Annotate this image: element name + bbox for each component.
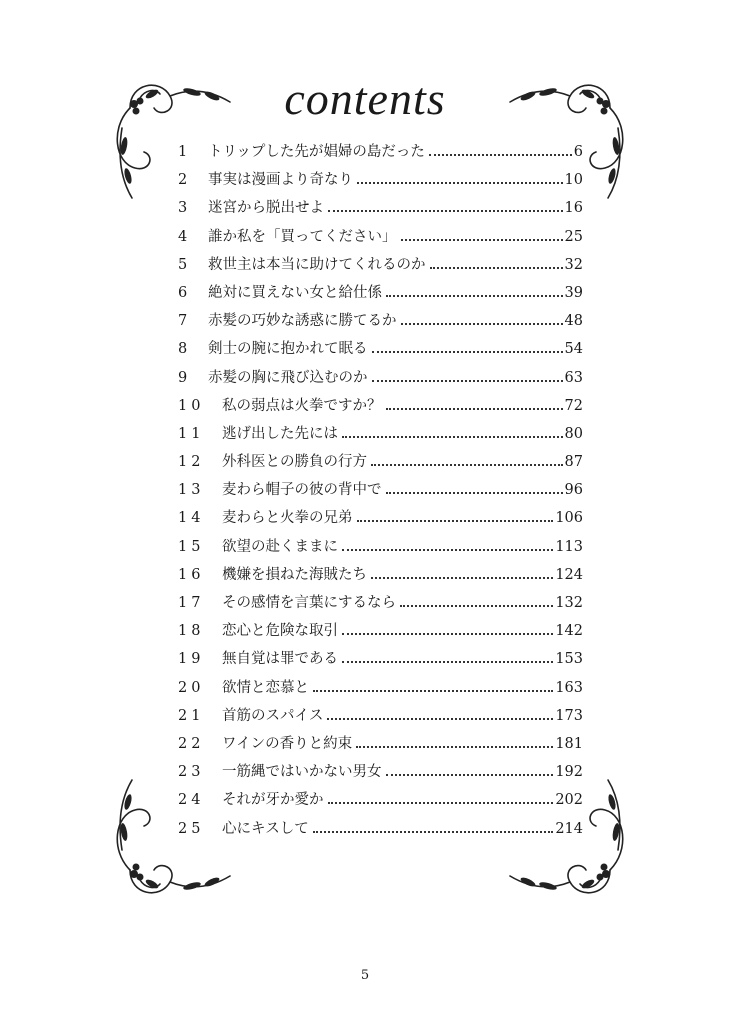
toc-entry[interactable] [178, 251, 583, 279]
chapter-title: 救世主は本当に助けてくれるのか [208, 256, 426, 273]
chapter-number: 4 [178, 228, 188, 245]
chapter-page: 202 [555, 792, 583, 809]
chapter-title: 事実は漫画より奇なり [208, 172, 353, 189]
chapter-title: 一筋縄ではいかない男女 [222, 764, 382, 781]
chapter-number: 2 [178, 172, 188, 189]
chapter-title: 迷宮から脱出せよ [208, 200, 324, 217]
chapter-title: 赤髪の胸に飛び込むのか [208, 369, 368, 386]
toc-entry[interactable] [178, 589, 583, 617]
dot-leader [372, 350, 563, 353]
toc-entry[interactable] [178, 758, 583, 786]
dot-leader [386, 491, 563, 494]
chapter-title: 首筋のスパイス [222, 707, 324, 724]
dot-leader [401, 322, 563, 325]
toc-entry[interactable] [178, 476, 583, 504]
chapter-page: 72 [564, 397, 583, 414]
dot-leader [401, 238, 563, 241]
toc-entry[interactable] [178, 194, 583, 222]
dot-leader [357, 181, 563, 184]
toc-entry[interactable] [178, 504, 583, 532]
dot-leader [386, 407, 563, 410]
toc-entry[interactable] [178, 786, 583, 814]
toc-entry[interactable] [178, 223, 583, 251]
chapter-number: 19 [178, 651, 205, 668]
chapter-page: 54 [564, 341, 583, 358]
chapter-title: 赤髪の巧妙な誘惑に勝てるか [208, 313, 397, 330]
dot-leader [386, 294, 563, 297]
chapter-title: 恋心と危険な取引 [222, 623, 338, 640]
chapter-page: 16 [564, 200, 583, 217]
toc-entry[interactable] [178, 448, 583, 476]
toc-entry[interactable] [178, 392, 583, 420]
chapter-number: 25 [178, 820, 205, 837]
toc-entry[interactable] [178, 533, 583, 561]
chapter-number: 7 [178, 313, 188, 330]
chapter-title: ワインの香りと約束 [222, 735, 353, 752]
toc-entry[interactable] [178, 420, 583, 448]
chapter-title: 剣士の腕に抱かれて眠る [208, 341, 368, 358]
chapter-page: 214 [555, 820, 583, 837]
chapter-number: 24 [178, 792, 205, 809]
toc-entry[interactable] [178, 674, 583, 702]
chapter-page: 142 [555, 623, 583, 640]
dot-leader [342, 632, 553, 635]
toc-entry[interactable] [178, 307, 583, 335]
chapter-number: 23 [178, 764, 205, 781]
chapter-number: 1 [178, 144, 188, 160]
dot-leader [327, 717, 553, 720]
chapter-page: 173 [555, 707, 583, 724]
chapter-page: 132 [555, 595, 583, 611]
dot-leader [372, 379, 563, 382]
chapter-page: 192 [555, 764, 583, 781]
chapter-number: 11 [178, 425, 205, 442]
toc-entry[interactable] [178, 730, 583, 758]
dot-leader [356, 745, 553, 748]
chapter-title: 逃げ出した先には [222, 425, 338, 442]
chapter-title: 誰か私を「買ってください」 [208, 228, 397, 245]
chapter-page: 163 [555, 679, 583, 696]
chapter-number: 17 [178, 595, 205, 611]
chapter-page: 124 [555, 566, 583, 583]
dot-leader [386, 773, 554, 776]
chapter-title: その感情を言葉にするなら [222, 595, 396, 611]
chapter-title: 外科医との勝負の行方 [222, 454, 367, 471]
dot-leader [313, 689, 553, 692]
chapter-page: 87 [564, 454, 583, 471]
dot-leader [342, 548, 553, 551]
chapter-page: 153 [555, 651, 583, 668]
chapter-number: 16 [178, 566, 205, 583]
dot-leader [371, 576, 553, 579]
chapter-number: 5 [178, 256, 188, 273]
chapter-number: 3 [178, 200, 188, 217]
chapter-number: 18 [178, 623, 205, 640]
page-number: 5 [360, 968, 370, 983]
page-title: contents [284, 73, 446, 124]
chapter-page: 48 [564, 313, 583, 330]
chapter-title: 欲情と恋慕と [222, 679, 309, 696]
chapter-number: 15 [178, 538, 205, 555]
dot-leader [357, 519, 554, 522]
dot-leader [342, 435, 563, 438]
chapter-number: 10 [178, 397, 205, 414]
chapter-page: 39 [564, 284, 583, 301]
toc-entry[interactable] [178, 561, 583, 589]
chapter-page: 25 [564, 228, 583, 245]
chapter-title: 無自覚は罪である [222, 651, 338, 668]
chapter-title: 欲望の赴くままに [222, 538, 338, 555]
chapter-number: 21 [178, 707, 205, 724]
toc-entry[interactable] [178, 645, 583, 673]
chapter-page: 32 [564, 256, 583, 273]
chapter-number: 6 [178, 284, 188, 301]
toc-entry[interactable] [178, 702, 583, 730]
chapter-page: 80 [564, 425, 583, 442]
chapter-title: トリップした先が娼婦の島だった [208, 144, 425, 160]
chapter-title: 絶対に買えない女と給仕係 [208, 284, 382, 301]
chapter-page: 106 [555, 510, 583, 527]
chapter-number: 13 [178, 482, 205, 499]
chapter-number: 22 [178, 735, 205, 752]
dot-leader [429, 153, 572, 156]
toc-entry[interactable] [178, 166, 583, 194]
chapter-page: 63 [564, 369, 583, 386]
table-of-contents [178, 138, 583, 843]
dot-leader [313, 830, 554, 833]
chapter-number: 20 [178, 679, 205, 696]
dot-leader [371, 463, 563, 466]
dot-leader [328, 801, 554, 804]
chapter-number: 12 [178, 454, 205, 471]
toc-entry[interactable] [178, 279, 583, 307]
chapter-title: 機嫌を損ねた海賊たち [222, 566, 367, 583]
toc-entry[interactable] [178, 815, 583, 843]
chapter-number: 14 [178, 510, 205, 527]
chapter-number: 8 [178, 341, 188, 358]
chapter-title: それが牙か愛か [222, 792, 324, 809]
dot-leader [430, 266, 563, 269]
dot-leader [328, 209, 563, 212]
toc-entry[interactable] [178, 335, 583, 363]
chapter-page: 113 [555, 538, 583, 555]
toc-entry[interactable] [178, 617, 583, 645]
toc-entry[interactable] [178, 138, 583, 166]
chapter-title: 麦わらと火拳の兄弟 [222, 510, 353, 527]
chapter-number: 9 [178, 369, 188, 386]
dot-leader [400, 604, 553, 607]
toc-entry[interactable] [178, 364, 583, 392]
chapter-page: 10 [564, 172, 583, 189]
chapter-page: 181 [555, 735, 583, 752]
dot-leader [342, 660, 553, 663]
chapter-title: 心にキスして [222, 820, 309, 837]
chapter-page: 6 [573, 144, 583, 160]
chapter-title: 麦わら帽子の彼の背中で [222, 482, 382, 499]
chapter-title: 私の弱点は火拳ですか？ [222, 397, 382, 414]
chapter-page: 96 [564, 482, 583, 499]
